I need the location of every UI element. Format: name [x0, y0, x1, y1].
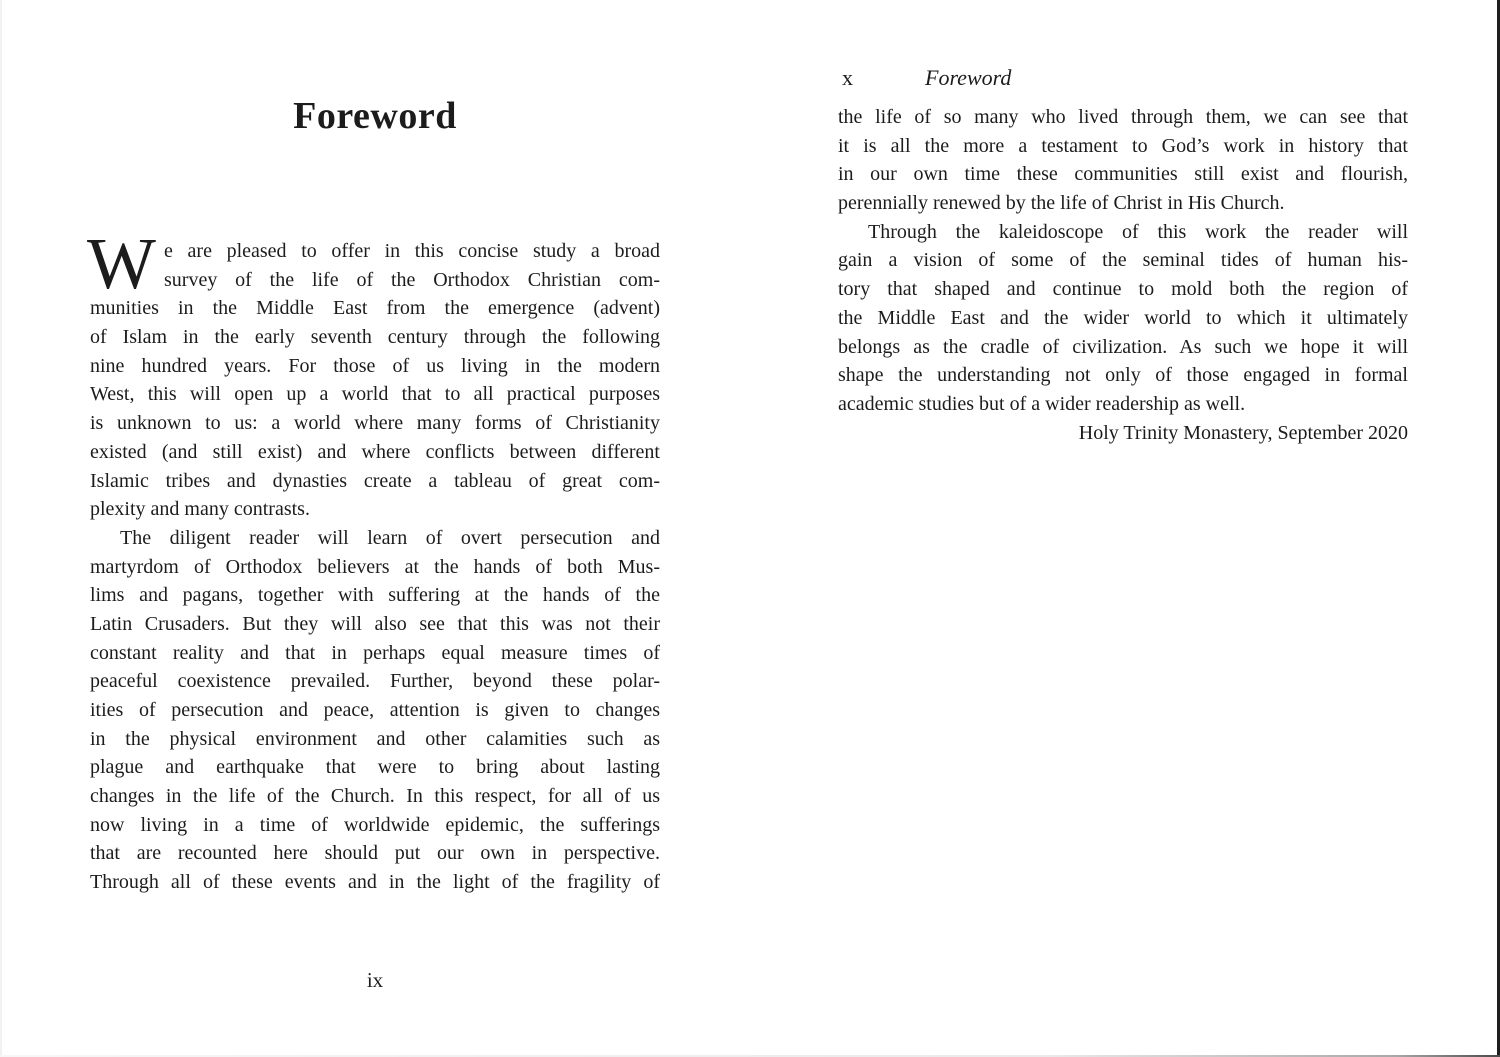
text-line: ities of persecution and peace, attention is given to changes [90, 699, 660, 721]
text-line: martyrdom of Orthodox believers at the hands of both Mus- [90, 555, 660, 578]
text-line: gain a vision of some of the seminal tides of human his- [838, 249, 1408, 272]
text-line: belongs as the cradle of civilization. As such we hope it will [838, 335, 1408, 358]
text-line: changes in the life of the Church. In this respect, for all of us [90, 785, 660, 808]
signature-line: Holy Trinity Monastery, September 2020 [1078, 421, 1408, 444]
text-line: tory that shaped and continue to mold both the region of [838, 278, 1408, 301]
text-line: Through the kaleidoscope of this work the reader will [868, 220, 1408, 243]
page-right [838, 0, 1408, 1057]
text-line: now living in a time of worldwide epidemic, the sufferings [90, 813, 660, 836]
text-line: in our own time these communities still exist and flourish, [838, 163, 1408, 186]
page-right-body [838, 103, 1408, 447]
page-number-right: x [842, 65, 853, 90]
page-number-left: ix [366, 968, 384, 992]
text-line: that are recounted here should put our own in perspective. [90, 842, 660, 865]
text-line: existed (and still exist) and where conflicts between different [90, 440, 660, 463]
paragraph-opening-lines [90, 237, 660, 524]
text-line: academic studies but of a wider readership as well. [838, 392, 1246, 415]
text-line: Through all of these events and in the light of the fragility of [90, 871, 660, 894]
text-line: munities in the Middle East from the emergence (advent) [90, 297, 660, 320]
chapter-title: Foreword [293, 95, 457, 137]
running-header-title: Foreword [925, 65, 1012, 90]
text-line: Islamic tribes and dynasties create a tableau of great com- [90, 469, 660, 492]
paragraph-continuation [838, 103, 1408, 218]
paragraph-closing [838, 218, 1408, 419]
text-line: peaceful coexistence prevailed. Further, beyond these polar- [90, 670, 660, 693]
text-line: shape the understanding not only of those engaged in formal [838, 364, 1408, 387]
running-header [838, 63, 1408, 92]
page-left-body [87, 223, 660, 897]
text-line: in the physical environment and other calamities such as [90, 727, 660, 750]
text-line: plague and earthquake that were to bring about lasting [90, 756, 660, 779]
left-scan-edge [0, 0, 2, 1057]
text-line: lims and pagans, together with suffering at the hands of the [90, 584, 660, 607]
drop-cap: W [87, 223, 156, 304]
text-line: survey of the life of the Orthodox Christian com- [164, 268, 660, 291]
text-line: Latin Crusaders. But they will also see that this was not their [90, 612, 660, 635]
text-line: perennially renewed by the life of Christ in His Church. [838, 192, 1285, 215]
text-line: the Middle East and the wider world to which it ultimately [838, 306, 1408, 329]
text-line: is unknown to us: a world where many forms of Christianity [90, 412, 660, 435]
text-line: it is all the more a testament to God’s work in history that [838, 134, 1408, 157]
text-line: plexity and many contrasts. [90, 498, 310, 521]
text-line: e are pleased to offer in this concise study a broad [164, 240, 660, 262]
text-line: of Islam in the early seventh century through the following [90, 326, 660, 349]
text-line: constant reality and that in perhaps equal measure times of [90, 641, 660, 664]
paragraph-opening [87, 223, 660, 524]
text-line: nine hundred years. For those of us living in the modern [90, 354, 660, 377]
text-line: the life of so many who lived through them, we can see that [838, 106, 1408, 128]
text-line: The diligent reader will learn of overt persecution and [120, 526, 660, 549]
paragraph-second [90, 524, 660, 897]
text-line: West, this will open up a world that to all practical purposes [90, 383, 660, 406]
page-left [87, 0, 660, 1057]
